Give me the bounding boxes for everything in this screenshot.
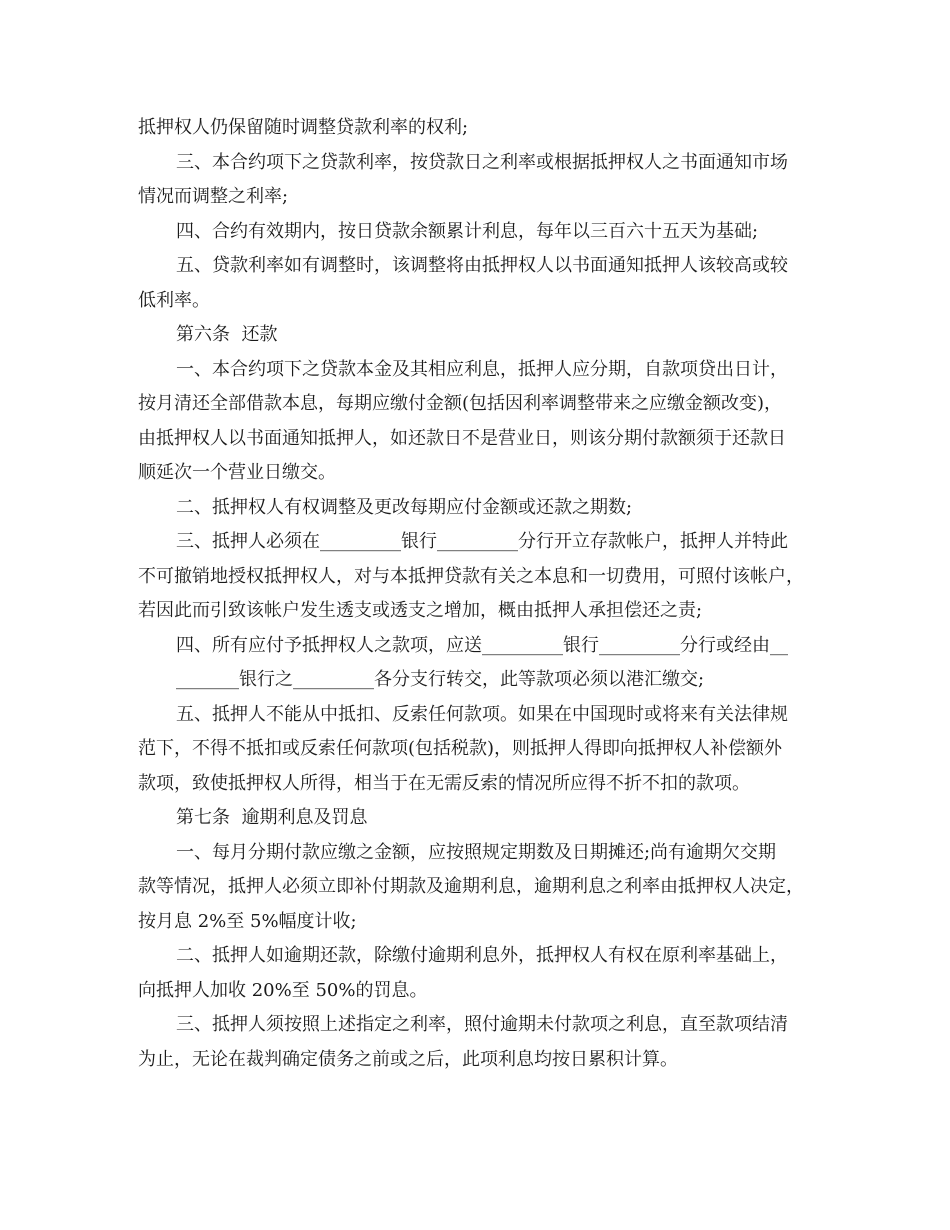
text-line: 低利率。 bbox=[138, 289, 210, 311]
text-line: 一、本合约项下之贷款本金及其相应利息，抵押人应分期，自款项贷出日计， bbox=[176, 358, 788, 380]
text-line: 四、合约有效期内，按日贷款余额累计利息，每年以三百六十五天为基础; bbox=[176, 220, 759, 242]
text-line: 为止，无论在裁判确定债务之前或之后，此项利息均按日累积计算。 bbox=[138, 1048, 678, 1070]
text-line: 不可撤销地授权抵押权人，对与本抵押贷款有关之本息和一切费用，可照付该帐户， bbox=[138, 565, 804, 587]
document-body bbox=[138, 111, 838, 1077]
text-line: 按月清还全部借款本息，每期应缴付金额(包括因利率调整带来之应缴金额改变)， bbox=[138, 393, 783, 414]
text-line: 向抵押人加收 20%至 50%的罚息。 bbox=[138, 979, 428, 1001]
text-line: 款项，致使抵押权人所得，相当于在无需反索的情况所应得不折不扣的款项。 bbox=[138, 772, 750, 794]
text-line: 二、抵押人如逾期还款，除缴付逾期利息外，抵押权人有权在原利率基础上， bbox=[176, 945, 788, 966]
text-line: 按月息 2%至 5%幅度计收; bbox=[138, 910, 357, 932]
text-line: 顺延次一个营业日缴交。 bbox=[138, 462, 336, 483]
text-line: 由抵押权人以书面通知抵押人，如还款日不是营业日，则该分期付款额须于还款日 bbox=[138, 427, 786, 449]
text-line: 四、所有应付予抵押权人之款项，应送_________银行_________分行或经由__ bbox=[176, 634, 788, 656]
text-line: 一、每月分期付款应缴之金额，应按照规定期数及日期摊还;尚有逾期欠交期 bbox=[176, 841, 777, 863]
text-line: 抵押权人仍保留随时调整贷款利率的权利; bbox=[138, 117, 469, 138]
text-line: 第七条 逾期利息及罚息 bbox=[176, 807, 368, 828]
text-line: 五、贷款利率如有调整时，该调整将由抵押权人以书面通知抵押人该较高或较 bbox=[176, 255, 788, 276]
text-line: 若因此而引致该帐户发生透支或透支之增加，概由抵押人承担偿还之责; bbox=[138, 600, 703, 621]
text-line: 三、抵押人必须在_________银行_________分行开立存款帐户，抵押人并特此 bbox=[176, 531, 788, 552]
text-line: 情况而调整之利率; bbox=[138, 186, 289, 207]
text-line: _______银行之_________各分支行转交，此等款项必须以港汇缴交; bbox=[176, 669, 705, 690]
text-line: 三、抵押人须按照上述指定之利率，照付逾期未付款项之利息，直至款项结清 bbox=[176, 1014, 788, 1035]
text-line: 五、抵押人不能从中抵扣、反索任何款项。如果在中国现时或将来有关法律规 bbox=[176, 703, 788, 725]
text-line: 第六条 还款 bbox=[176, 324, 278, 345]
text-line: 二、抵押权人有权调整及更改每期应付金额或还款之期数; bbox=[176, 496, 633, 518]
text-line: 款等情况，抵押人必须立即补付期款及逾期利息，逾期利息之利率由抵押权人决定， bbox=[138, 876, 804, 897]
text-line: 三、本合约项下之贷款利率，按贷款日之利率或根据抵押权人之书面通知市场 bbox=[176, 151, 788, 173]
text-line: 范下，不得不抵扣或反索任何款项(包括税款)，则抵押人得即向抵押权人补偿额外 bbox=[138, 738, 783, 759]
